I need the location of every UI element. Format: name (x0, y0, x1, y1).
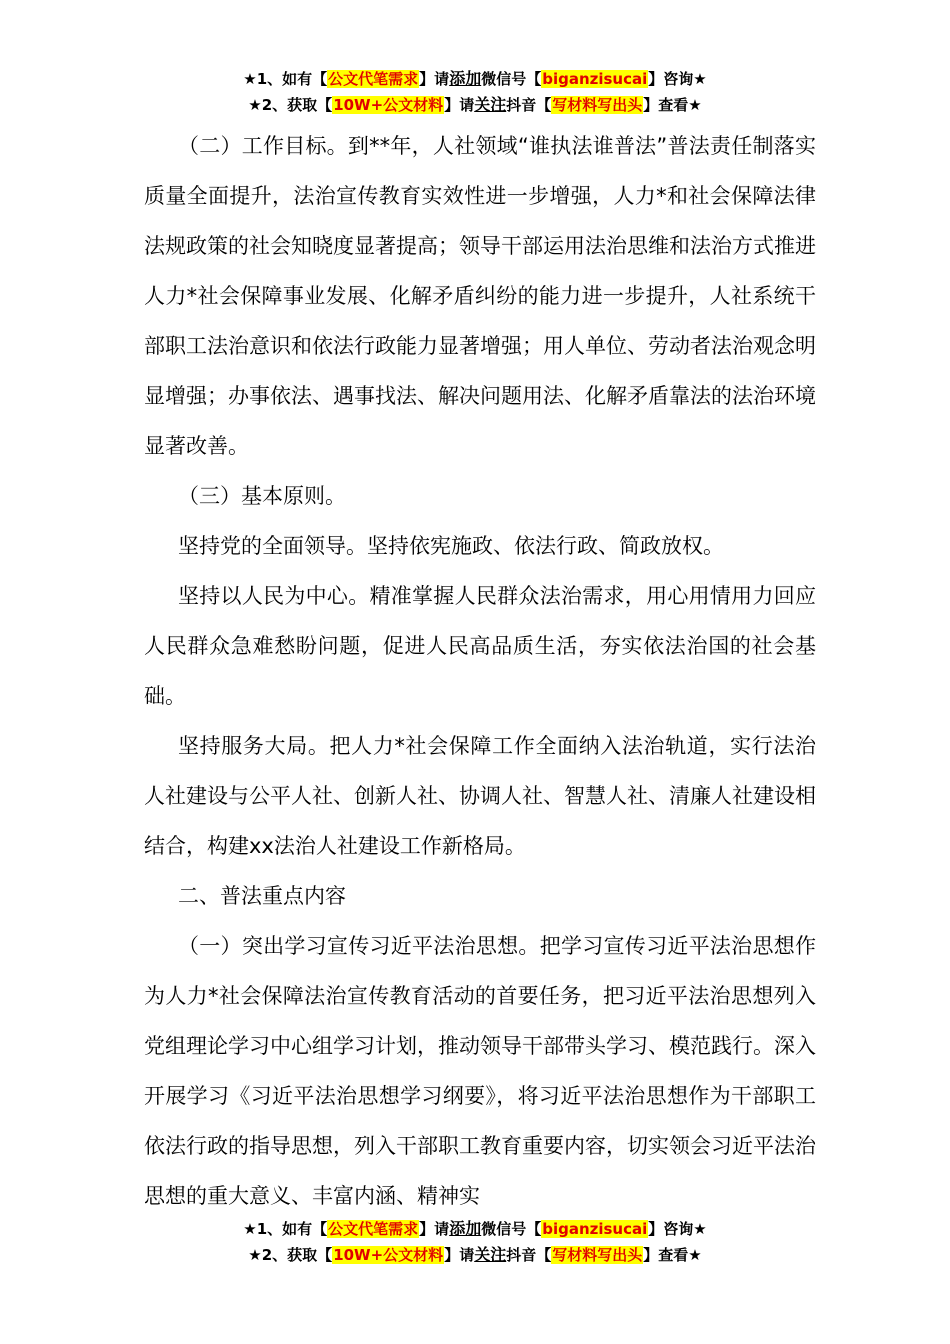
document-body (144, 121, 816, 1221)
emphasis-add: 添加 (449, 1219, 482, 1238)
highlight-ghostwriting: 公文代笔需求 (328, 1220, 419, 1238)
footer-promo-banner (0, 1216, 950, 1268)
emphasis-follow: 关注 (474, 1245, 507, 1264)
emphasis-add: 添加 (449, 69, 482, 88)
highlight-ghostwriting: 公文代笔需求 (328, 70, 419, 88)
paragraph-people-centered: 坚持以人民为中心。精准掌握人民群众法治需求，用心用情用力回应人民群众急难愁盼问题，促进人民高品质生活，夯实依法治国的社会基础。 (144, 584, 816, 708)
highlight-materials: 10W+公文材料 (333, 96, 444, 114)
wechat-id: biganzisucai (542, 1220, 648, 1238)
heading-key-content: 二、普法重点内容 (178, 884, 346, 908)
star-icon: ★ (248, 1246, 262, 1264)
paragraph-party-leadership: 坚持党的全面领导。坚持依宪施政、依法行政、简政放权。 (178, 534, 724, 558)
header-promo-banner (0, 66, 950, 118)
douyin-account: 写材料写出头 (552, 1246, 643, 1264)
paragraph-work-goals: （二）工作目标。到**年，人社领域“谁执法谁普法”普法责任制落实质量全面提升，法治宣传教育实效性进一步增强，人力*和社会保障法律法规政策的社会知晓度显著提高；领导干部运用法治思维和法治方式推进人力*社会保障事业发展、化解矛盾纠纷的能力进一步提升，人社系统干部职工法治意识和依法行政能力显著增强；用人单位、劳动者法治观念明显增强；办事依法、遇事找法、解决问题用法、化解矛盾靠法的法治环境显著改善。 (144, 134, 816, 458)
paragraph-serve-big-picture: 坚持服务大局。把人力*社会保障工作全面纳入法治轨道，实行法治人社建设与公平人社、创新人社、协调人社、智慧人社、清廉人社建设相结合，构建xx法治人社建设工作新格局。 (144, 734, 816, 858)
promo-line-1: ★1、如有【公文代笔需求】请添加微信号【biganzisucai】咨询★ (243, 69, 707, 88)
highlight-materials: 10W+公文材料 (333, 1246, 444, 1264)
star-icon: ★ (248, 96, 262, 114)
promo-line-2: ★2、获取【10W+公文材料】请关注抖音【写材料写出头】查看★ (248, 95, 702, 114)
star-icon: ★ (243, 1220, 257, 1238)
promo-line-1: ★1、如有【公文代笔需求】请添加微信号【biganzisucai】咨询★ (243, 1219, 707, 1238)
wechat-id: biganzisucai (542, 70, 648, 88)
star-icon: ★ (243, 70, 257, 88)
douyin-account: 写材料写出头 (552, 96, 643, 114)
emphasis-follow: 关注 (474, 95, 507, 114)
promo-line-2: ★2、获取【10W+公文材料】请关注抖音【写材料写出头】查看★ (248, 1245, 702, 1264)
heading-basic-principles: （三）基本原则。 (178, 484, 346, 508)
paragraph-xi-thought: （一）突出学习宣传习近平法治思想。把学习宣传习近平法治思想作为人力*社会保障法治宣传教育活动的首要任务，把习近平法治思想列入党组理论学习中心组学习计划，推动领导干部带头学习、模范践行。深入开展学习《习近平法治思想学习纲要》，将习近平法治思想作为干部职工依法行政的指导思想，列入干部职工教育重要内容，切实领会习近平法治思想的重大意义、丰富内涵、精神实 (144, 934, 816, 1208)
